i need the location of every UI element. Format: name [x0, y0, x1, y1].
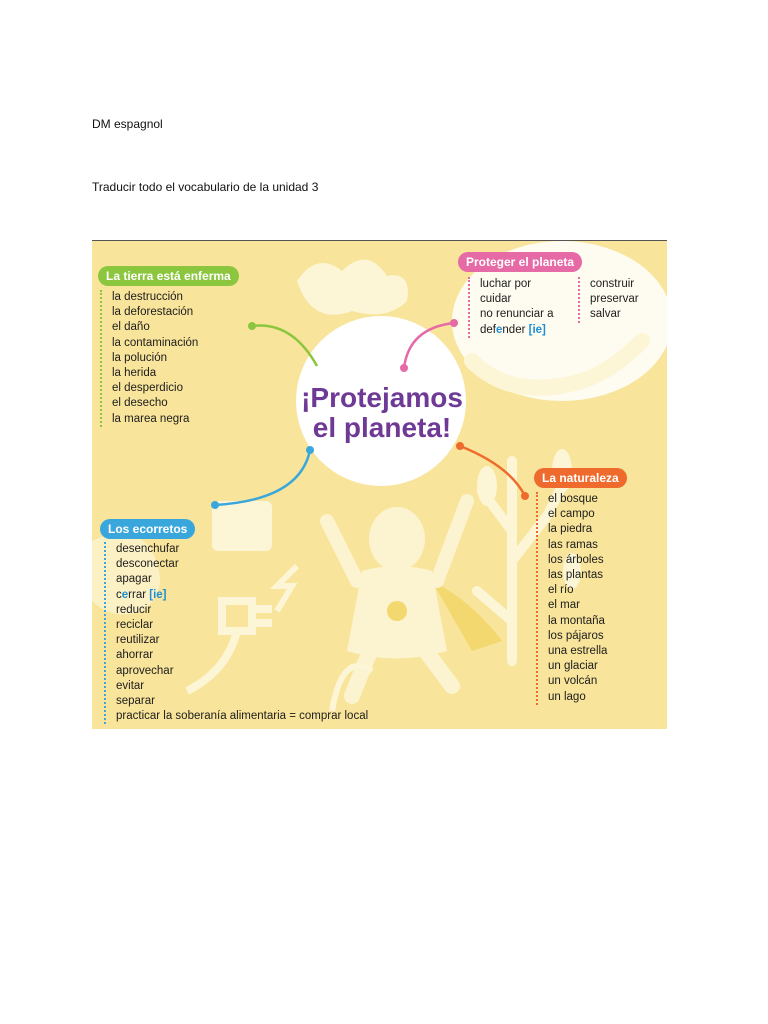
cloud-shape	[297, 260, 408, 315]
list-item: la destrucción	[112, 291, 183, 303]
list-item-cerrar: cerrar [ie]	[116, 588, 167, 601]
poster-title-line2: el planeta!	[312, 412, 452, 443]
list-item: desconectar	[116, 558, 179, 571]
list-item: el bosque	[548, 493, 598, 505]
list-item: un volcán	[548, 675, 598, 688]
list-item: practicar la soberanía alimentaria = comprar local	[116, 710, 369, 723]
list-item: un glaciar	[548, 660, 598, 673]
list-item: los pájaros	[548, 629, 604, 642]
proteger-tag: Proteger el planeta	[458, 252, 582, 272]
document-title: DM espagnol	[92, 117, 163, 131]
list-item: separar	[116, 695, 155, 708]
list-item: la marea negra	[112, 412, 190, 425]
list-item: las ramas	[548, 538, 598, 551]
ecorretos-list	[104, 542, 368, 724]
poster-title	[297, 383, 467, 443]
list-item: aprovechar	[116, 664, 174, 677]
list-item: desenchufar	[116, 543, 180, 555]
list-item: el desperdicio	[112, 382, 183, 395]
list-item: el campo	[548, 508, 595, 521]
list-item: la polución	[112, 351, 167, 364]
vocabulary-poster	[92, 240, 667, 729]
proteger-list-2	[578, 277, 639, 323]
list-item: la deforestación	[112, 306, 194, 319]
list-item: evitar	[116, 679, 145, 692]
list-item: el desecho	[112, 397, 168, 410]
list-item: reciclar	[116, 619, 154, 632]
list-item: las plantas	[548, 569, 603, 582]
list-item: los árboles	[548, 553, 604, 566]
list-item: el mar	[548, 599, 580, 612]
list-item: apagar	[116, 573, 152, 586]
list-item: reutilizar	[116, 634, 160, 647]
list-item: la piedra	[548, 523, 593, 536]
list-item: el daño	[112, 321, 150, 334]
list-item: luchar por	[480, 278, 532, 290]
list-item: una estrella	[548, 645, 608, 658]
tierra-list	[100, 290, 198, 427]
list-item-defender: defender [ie]	[480, 323, 546, 336]
list-item: construir	[590, 278, 635, 290]
naturaleza-list	[536, 492, 607, 705]
list-item: un lago	[548, 690, 586, 703]
list-item: preservar	[590, 293, 639, 306]
connector-blue	[215, 450, 310, 505]
ecorretos-tag: Los ecorretos	[100, 519, 195, 539]
list-item: reducir	[116, 603, 152, 616]
list-item: no renunciar a	[480, 308, 554, 321]
list-item: la montaña	[548, 614, 605, 627]
naturaleza-tag: La naturaleza	[534, 468, 627, 488]
list-item: cuidar	[480, 293, 512, 306]
document-instruction: Traducir todo el vocabulario de la unidad 3	[92, 180, 319, 194]
poster-title-line1: ¡Protejamos	[301, 382, 463, 413]
list-item: el río	[548, 584, 574, 597]
list-item: la herida	[112, 367, 157, 380]
list-item: la contaminación	[112, 336, 199, 349]
leaf-shape	[477, 466, 497, 506]
proteger-list-1	[468, 277, 554, 338]
tierra-tag: La tierra está enferma	[98, 266, 239, 286]
list-item: salvar	[590, 308, 621, 321]
list-item: ahorrar	[116, 649, 154, 662]
